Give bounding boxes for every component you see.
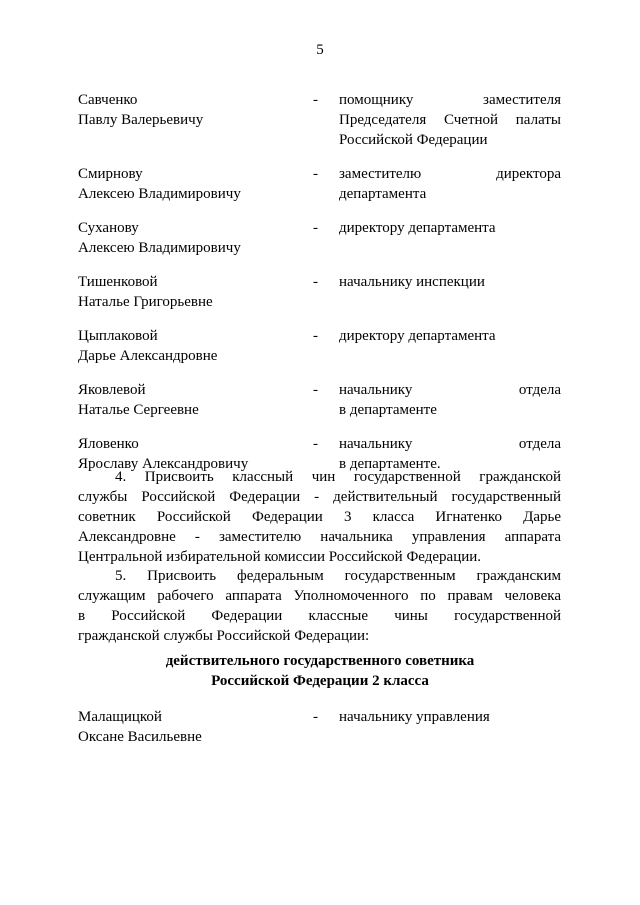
dash: - xyxy=(313,220,318,236)
dash: - xyxy=(313,166,318,182)
position-title: начальнику отдела в департаменте xyxy=(339,382,561,418)
list-item xyxy=(78,326,561,366)
person-name: Цыплаковой Дарье Александровне xyxy=(78,328,218,364)
position-title: начальнику инспекции xyxy=(339,274,485,290)
paragraph-5: 5. Присвоить федеральным государственным гражданским служащим рабочего аппарата Уполномоченного по правам человека в Российской Федерации классные чины государственной гражданской службы Российской Федерации: xyxy=(78,568,561,644)
person-name: Яковлевой Наталье Сергеевне xyxy=(78,382,199,418)
paragraph-4: 4. Присвоить классный чин государственной гражданской службы Российской Федерации - действительный государственный советник Российской Федерации 3 класса Игнатенко Дарье Александровне - заместителю начальника управления аппарата Центральной избирательной комиссии Российской Федерации. xyxy=(78,469,561,565)
dash: - xyxy=(313,328,318,344)
dash: - xyxy=(313,382,318,398)
position-title: заместителю директора департамента xyxy=(339,166,561,202)
list-item xyxy=(78,164,561,204)
position-title: начальнику отдела в департаменте. xyxy=(339,436,561,472)
person-name: Савченко Павлу Валерьевичу xyxy=(78,92,204,128)
page-number: 5 xyxy=(316,42,324,58)
rank-heading: действительного государственного советника Российской Федерации 2 класса xyxy=(165,653,475,689)
dash: - xyxy=(313,92,318,108)
dash: - xyxy=(313,436,318,452)
person-name: Яловенко Ярославу Александровичу xyxy=(78,436,249,472)
position-title: директору департамента xyxy=(339,220,496,236)
position-title: директору департамента xyxy=(339,328,496,344)
person-name: Суханову Алексею Владимировичу xyxy=(78,220,241,256)
dash: - xyxy=(313,709,318,725)
position-title: начальнику управления xyxy=(339,709,490,725)
appointment-list xyxy=(78,707,561,747)
list-item xyxy=(78,380,561,420)
position-title: помощнику заместителя Председателя Счетной палаты Российской Федерации xyxy=(339,92,561,148)
list-item xyxy=(78,218,561,258)
dash: - xyxy=(313,274,318,290)
list-item xyxy=(78,707,561,747)
list-item xyxy=(78,90,561,150)
list-item xyxy=(78,272,561,312)
person-name: Тишенковой Наталье Григорьевне xyxy=(78,274,213,310)
appointment-list xyxy=(78,90,561,474)
person-name: Смирнову Алексею Владимировичу xyxy=(78,166,241,202)
person-name: Малащицкой Оксане Васильевне xyxy=(78,709,202,745)
